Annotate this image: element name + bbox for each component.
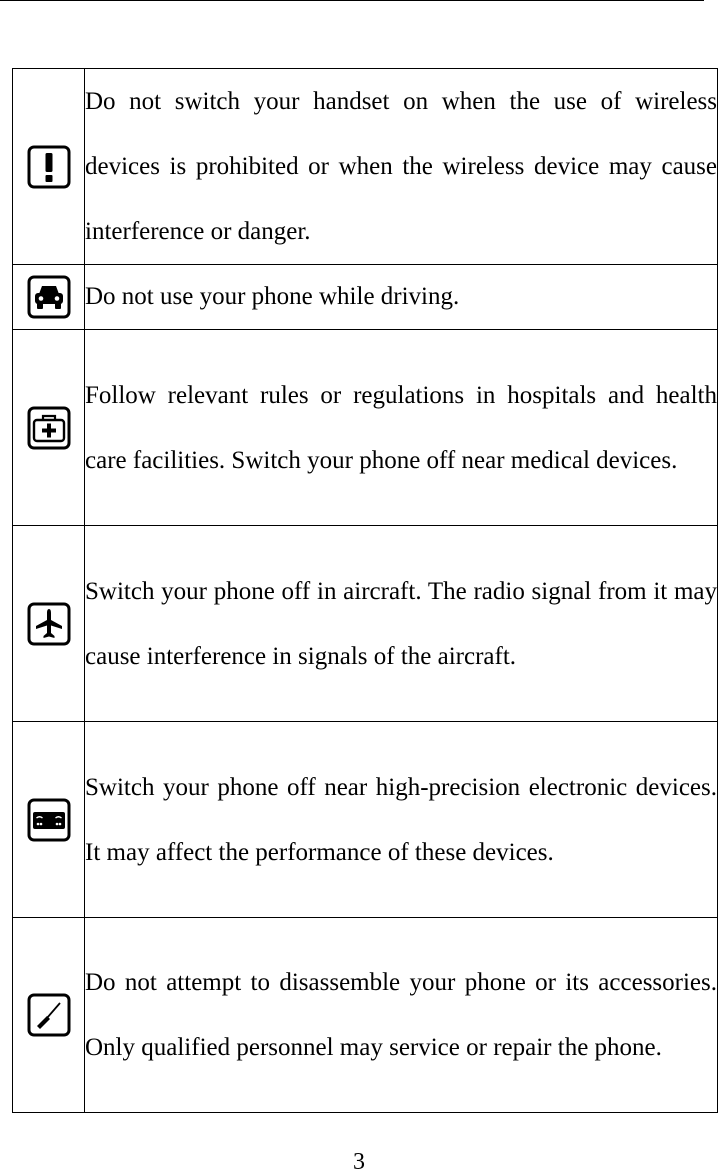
- precaution-text: Do not use your phone while driving.: [85, 265, 718, 330]
- icon-cell: [13, 265, 85, 330]
- page-number: 3: [353, 1149, 365, 1175]
- table-row: [13, 722, 718, 918]
- top-rule: [0, 0, 704, 1]
- precaution-text: Follow relevant rules or regulations in hospitals and health care facilities. Switch your phone off near medical devices.: [85, 330, 718, 526]
- table-row: [13, 918, 718, 1113]
- precaution-text: Do not attempt to disassemble your phone or its accessories. Only qualified personnel may service or repair the phone.: [85, 918, 718, 1113]
- safety-precautions-table: [12, 68, 718, 1113]
- icon-cell: [13, 69, 85, 265]
- icon-cell: [13, 330, 85, 526]
- icon-cell: [13, 722, 85, 918]
- airplane-icon: [26, 601, 72, 647]
- icon-cell: [13, 918, 85, 1113]
- precaution-text: Switch your phone off near high-precision electronic devices. It may affect the performance of these devices.: [85, 722, 718, 918]
- icon-cell: [13, 526, 85, 722]
- table-row: [13, 526, 718, 722]
- exclamation-icon: [26, 144, 72, 190]
- screwdriver-icon: [26, 992, 72, 1038]
- table-row: [13, 330, 718, 526]
- table-row: [13, 69, 718, 265]
- table-row: [13, 265, 718, 330]
- precaution-text: Switch your phone off in aircraft. The radio signal from it may cause interference in signals of the aircraft.: [85, 526, 718, 722]
- car-icon: [26, 274, 72, 320]
- electronic-device-icon: [26, 797, 72, 843]
- medical-kit-icon: [26, 405, 72, 451]
- precaution-text: Do not switch your handset on when the use of wireless devices is prohibited or when the wireless device may cause interference or danger.: [85, 69, 718, 265]
